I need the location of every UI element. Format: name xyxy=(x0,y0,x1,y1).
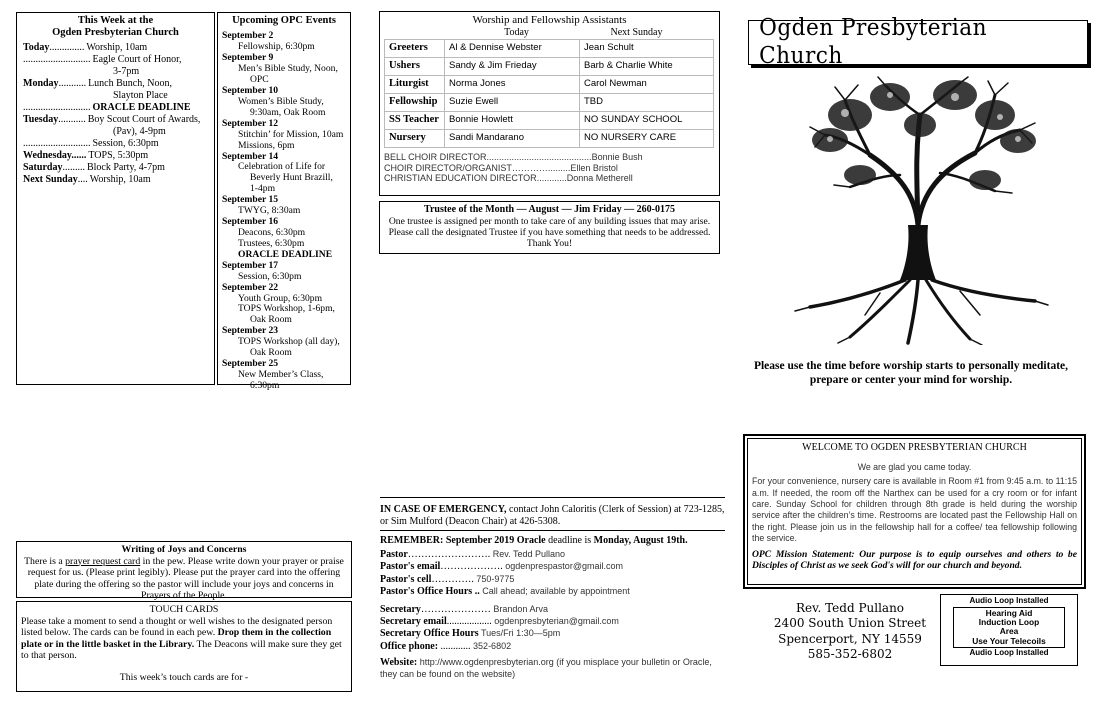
address-line: 585-352-6802 xyxy=(807,647,893,662)
this-week-subtitle: Ogden Presbyterian Church xyxy=(52,27,179,39)
schedule-row xyxy=(23,90,208,102)
contact-value: ogdenprespastor@gmail.com xyxy=(502,561,623,572)
contact-row xyxy=(380,604,725,616)
contact-value: Rev. Tedd Pullano xyxy=(490,549,565,560)
event-date: September 25 xyxy=(222,358,279,370)
event-line: 9:30am, Oak Room xyxy=(250,106,326,118)
contact-label: Pastor's email xyxy=(380,561,441,573)
touch-this-week: This week’s touch cards are for - xyxy=(119,671,249,683)
schedule-day xyxy=(23,66,111,78)
contact-dots: ……………………. xyxy=(407,549,491,561)
schedule-item: Session, 6:30pm xyxy=(92,137,159,149)
events-title: Upcoming OPC Events xyxy=(232,15,336,26)
touch-cards-box xyxy=(16,601,352,692)
director-dots: ............ xyxy=(536,173,567,184)
schedule-item: ORACLE DEADLINE xyxy=(92,101,191,113)
event-date: September 22 xyxy=(222,281,279,293)
event-line: 1-4pm xyxy=(250,183,276,195)
assistant-today: Bonnie Howlett xyxy=(445,111,580,129)
audio-loop-line: Use Your Telecoils xyxy=(972,635,1046,646)
contact-row xyxy=(380,616,725,628)
event-line: Trustees, 6:30pm xyxy=(238,237,305,249)
schedule-day xyxy=(23,138,91,150)
schedule-day xyxy=(23,162,85,174)
schedule-day xyxy=(23,150,86,162)
assistant-today: Norma Jones xyxy=(445,75,580,93)
event-line: ORACLE DEADLINE xyxy=(238,248,333,260)
touch-title: TOUCH CARDS xyxy=(149,604,219,615)
event-line: Celebration of Life for xyxy=(238,161,326,173)
contact-value: ogdenpresbyterian@gmail.com xyxy=(491,616,619,627)
event-date: September 2 xyxy=(222,30,274,42)
address-line: Spencerport, NY 14559 xyxy=(778,631,922,646)
assistant-today: Suzie Ewell xyxy=(445,93,580,111)
schedule-row xyxy=(23,54,208,66)
contact-label: Pastor xyxy=(380,549,408,561)
contact-label: Secretary xyxy=(380,603,421,615)
assistant-today: Sandy & Jim Frieday xyxy=(445,57,580,75)
director-dots: .......................................... xyxy=(486,151,592,162)
event-line: Oak Room xyxy=(250,314,292,326)
schedule-dots: ........... xyxy=(58,77,87,89)
welcome-box xyxy=(743,434,1086,589)
contact-row xyxy=(380,628,725,640)
event-line: New Member’s Class, xyxy=(238,368,324,380)
assistant-row xyxy=(385,93,714,111)
director-name: Donna Metherell xyxy=(566,173,633,184)
joys-body: There is a prayer request card in the pew. Please write down your prayer or praise request for us. (Please print legibly). Please put the prayer card into the offering plate during the offering so the pastor will include your joys and concerns in Prayers of the People. xyxy=(24,555,344,602)
contact-label: Office phone: xyxy=(380,640,439,652)
schedule-row xyxy=(23,102,208,114)
assistant-role: Greeters xyxy=(385,39,445,57)
assistant-role: Ushers xyxy=(385,57,445,75)
contact-value: Brandon Arva xyxy=(490,603,548,614)
assistant-row xyxy=(385,129,714,147)
assistant-next: Carol Newman xyxy=(580,75,714,93)
emergency-section xyxy=(380,497,725,528)
contact-label: Pastor's cell xyxy=(380,573,432,585)
audio-loop-middle xyxy=(953,607,1065,648)
schedule-dots: ........................... xyxy=(23,53,91,65)
welcome-body: For your convenience, nursery care is available in Room #1 from 9:45 a.m. to 11:15 a.m. If needed, the room off the Narthex can be used for a cry room or for infant care. Sunday School for children through 8th grade is held during the worship service after the children’s time. Restrooms are located past the Fellowship Hall on the right. Please join us in the fellowship hall for a coffee/ tea fellowship following the service. xyxy=(752,476,1077,544)
schedule-dots: ......... xyxy=(62,161,85,173)
contact-list xyxy=(380,549,725,653)
address-line: 2400 South Union Street xyxy=(773,616,927,631)
schedule-day xyxy=(23,54,91,66)
emergency-lead: IN CASE OF EMERGENCY, xyxy=(380,504,507,515)
schedule-day xyxy=(23,42,84,54)
welcome-title: WELCOME TO OGDEN PRESBYTERIAN CHURCH xyxy=(802,442,1027,453)
schedule-row xyxy=(23,126,208,138)
schedule-day-label: Today xyxy=(23,41,50,53)
oracle-reminder: REMEMBER: September 2019 Oracle deadline is Monday, August 19th. xyxy=(380,535,688,546)
assistant-today: Sandi Mandarano xyxy=(445,129,580,147)
trustee-title: Trustee of the Month — August — Jim Friday — 260-0175 xyxy=(424,204,675,215)
audio-loop-top: Audio Loop Installed xyxy=(969,596,1049,605)
schedule-dots: ........................... xyxy=(23,101,91,113)
contact-value: 352-6802 xyxy=(470,640,512,651)
address-line: Rev. Tedd Pullano xyxy=(795,601,905,615)
event-date: September 14 xyxy=(222,150,279,162)
contact-value: Call ahead; available by appointment xyxy=(479,585,630,596)
schedule-day-label: Wednesday...... xyxy=(23,149,87,161)
schedule-item: Lunch Bunch, Noon, xyxy=(88,77,172,89)
director-title: CHOIR DIRECTOR/ORGANIST xyxy=(384,162,512,173)
director-name: Bonnie Bush xyxy=(591,151,643,162)
col-today-header: Today xyxy=(504,26,529,38)
schedule-day xyxy=(23,90,111,102)
assistant-next: Barb & Charlie White xyxy=(580,57,714,75)
contact-dots: ............ xyxy=(438,640,471,652)
directors-list xyxy=(384,152,715,185)
audio-loop-sign xyxy=(940,594,1078,666)
schedule-row xyxy=(23,78,208,90)
assistant-row xyxy=(385,57,714,75)
event-line: TOPS Workshop (all day), xyxy=(238,336,340,348)
assistant-next: NO NURSERY CARE xyxy=(580,129,714,147)
event-line: TWYG, 8:30am xyxy=(238,205,301,217)
schedule-item: TOPS, 5:30pm xyxy=(88,149,149,161)
contact-value: Tues/Fri 1:30—5pm xyxy=(478,628,561,639)
trustee-box xyxy=(379,201,720,254)
schedule-day xyxy=(23,102,91,114)
joys-box xyxy=(16,541,352,602)
assistant-role: Fellowship xyxy=(385,93,445,111)
event-line: Oak Room xyxy=(250,347,292,359)
schedule-row xyxy=(23,162,208,174)
director-dots: …………......... xyxy=(511,162,571,173)
schedule-day xyxy=(23,114,86,126)
event-line: Missions, 6pm xyxy=(238,139,295,151)
schedule-day xyxy=(23,126,111,138)
touch-body: Please take a moment to send a thought or well wishes to the designated person listed below. The cards can be found in each pew. Drop them in the collection plate or in the little basket in the Library. The Deacons will make sure they get to that person. xyxy=(21,615,342,662)
church-name-box xyxy=(748,15,1088,69)
director-title: BELL CHOIR DIRECTOR xyxy=(384,151,487,162)
schedule-row xyxy=(23,66,208,78)
director-title: CHRISTIAN EDUCATION DIRECTOR xyxy=(384,173,537,184)
schedule-day-label: Monday xyxy=(23,77,59,89)
schedule-day-label: Saturday xyxy=(23,161,63,173)
schedule-item: (Pav), 4-9pm xyxy=(113,125,166,137)
assistant-row xyxy=(385,39,714,57)
schedule-dots: ........................... xyxy=(23,137,91,149)
event-line: Beverly Hunt Brazill, xyxy=(250,172,333,184)
this-week-schedule xyxy=(23,42,208,186)
schedule-item: 3-7pm xyxy=(113,65,140,77)
event-line: TOPS Workshop, 1-6pm, xyxy=(238,303,335,315)
trustee-body: One trustee is assigned per month to take care of any building issues that may arise. Please call the designated Trustee if you have something that needs to be addressed. Thank You! xyxy=(388,215,711,249)
schedule-row xyxy=(23,150,208,162)
contact-row xyxy=(380,641,725,653)
schedule-dots: ........... xyxy=(58,113,86,125)
schedule-day xyxy=(23,174,88,186)
assistant-next: NO SUNDAY SCHOOL xyxy=(580,111,714,129)
events-list xyxy=(222,31,346,391)
event-line: Stitchin’ for Mission, 10am xyxy=(238,128,344,140)
event-line: Deacons, 6:30pm xyxy=(238,226,306,238)
assistant-row xyxy=(385,111,714,129)
event-line: Men’s Bible Study, Noon, xyxy=(238,63,338,75)
assistant-next: TBD xyxy=(580,93,714,111)
contact-row xyxy=(380,586,725,598)
assistant-role: SS Teacher xyxy=(385,111,445,129)
assistant-role: Liturgist xyxy=(385,75,445,93)
contact-dots: …………. xyxy=(431,573,474,585)
schedule-item: Eagle Court of Honor, xyxy=(92,53,182,65)
assistants-table xyxy=(384,39,714,148)
website-line: Website: http://www.ogdenpresbyterian.org (if you misplace your bulletin or Oracle, they can be found on the website) xyxy=(380,656,712,679)
event-line: Women’s Bible Study, xyxy=(238,95,324,107)
schedule-day-label: Next Sunday xyxy=(23,173,78,185)
event-date: September 15 xyxy=(222,194,279,206)
contact-row xyxy=(380,561,725,573)
schedule-item: Worship, 10am xyxy=(89,173,151,185)
schedule-dots: .... xyxy=(77,173,88,185)
welcome-glad: We are glad you came today. xyxy=(857,461,972,472)
assistant-role: Nursery xyxy=(385,129,445,147)
mission-statement: OPC Mission Statement: Our purpose is to equip ourselves and others to be Disciples of Christ as we seek God's will for our church and beyond. xyxy=(752,548,1077,572)
this-week-box xyxy=(16,12,215,385)
contact-dots: ………………. xyxy=(440,561,503,573)
event-date: September 10 xyxy=(222,84,279,96)
address-block xyxy=(770,601,930,662)
schedule-item: Boy Scout Court of Awards, xyxy=(87,113,201,125)
event-date: September 12 xyxy=(222,117,279,129)
contact-row xyxy=(380,574,725,586)
director-row xyxy=(384,163,715,174)
contact-label: Secretary Office Hours xyxy=(380,628,479,640)
director-row xyxy=(384,173,715,184)
event-line: OPC xyxy=(250,74,269,86)
director-row xyxy=(384,152,715,163)
joys-title: Writing of Joys and Concerns xyxy=(121,544,247,555)
event-date: September 17 xyxy=(222,259,279,271)
contact-value: 750-9775 xyxy=(473,573,515,584)
event-line: 6:30pm xyxy=(250,379,280,391)
events-box xyxy=(217,12,351,391)
schedule-item: Slayton Place xyxy=(113,89,168,101)
tree-illustration xyxy=(790,75,1050,345)
contact-dots: ………………… xyxy=(420,603,491,615)
schedule-dots: .............. xyxy=(49,41,85,53)
schedule-row xyxy=(23,174,208,186)
assistant-row xyxy=(385,75,714,93)
schedule-day-label: Tuesday xyxy=(23,113,59,125)
emergency-text: contact John Caloritis (Clerk of Session) at 723-1285, or Sim Mulford (Deacon Chair) at 426-5308. xyxy=(380,504,725,527)
contacts-section xyxy=(380,530,725,681)
event-line: Fellowship, 6:30pm xyxy=(238,41,315,53)
church-name: Ogden Presbyterian Church xyxy=(759,15,987,69)
contact-dots: .................. xyxy=(446,616,492,628)
audio-loop-bottom: Audio Loop Installed xyxy=(969,647,1049,657)
schedule-row xyxy=(23,114,208,126)
assistants-title: Worship and Fellowship Assistants xyxy=(472,14,627,26)
event-line: Youth Group, 6:30pm xyxy=(238,292,323,304)
contact-label: Secretary email xyxy=(380,616,447,628)
audio-loop-line: Induction Loop xyxy=(978,617,1040,628)
assistant-next: Jean Schult xyxy=(580,39,714,57)
schedule-row xyxy=(23,138,208,150)
contact-row xyxy=(380,549,725,561)
event-date: September 9 xyxy=(222,52,274,64)
contact-label: Pastor's Office Hours .. xyxy=(380,585,480,597)
director-name: Ellen Bristol xyxy=(570,162,618,173)
schedule-item: Worship, 10am xyxy=(86,41,148,53)
schedule-item: Block Party, 4-7pm xyxy=(86,161,165,173)
meditate-text: Please use the time before worship starts to personally meditate, prepare or center your mind for worship. xyxy=(753,360,1069,387)
audio-loop-line: Hearing Aid xyxy=(985,607,1033,618)
event-line: Session, 6:30pm xyxy=(238,270,302,282)
assistants-box xyxy=(379,11,720,196)
audio-loop-line: Area xyxy=(999,626,1019,637)
schedule-day xyxy=(23,78,86,90)
schedule-row xyxy=(23,42,208,54)
col-next-header: Next Sunday xyxy=(610,26,663,38)
assistant-today: Al & Dennise Webster xyxy=(445,39,580,57)
event-date: September 16 xyxy=(222,216,279,228)
event-date: September 23 xyxy=(222,325,279,337)
this-week-title: This Week at the xyxy=(77,15,154,26)
